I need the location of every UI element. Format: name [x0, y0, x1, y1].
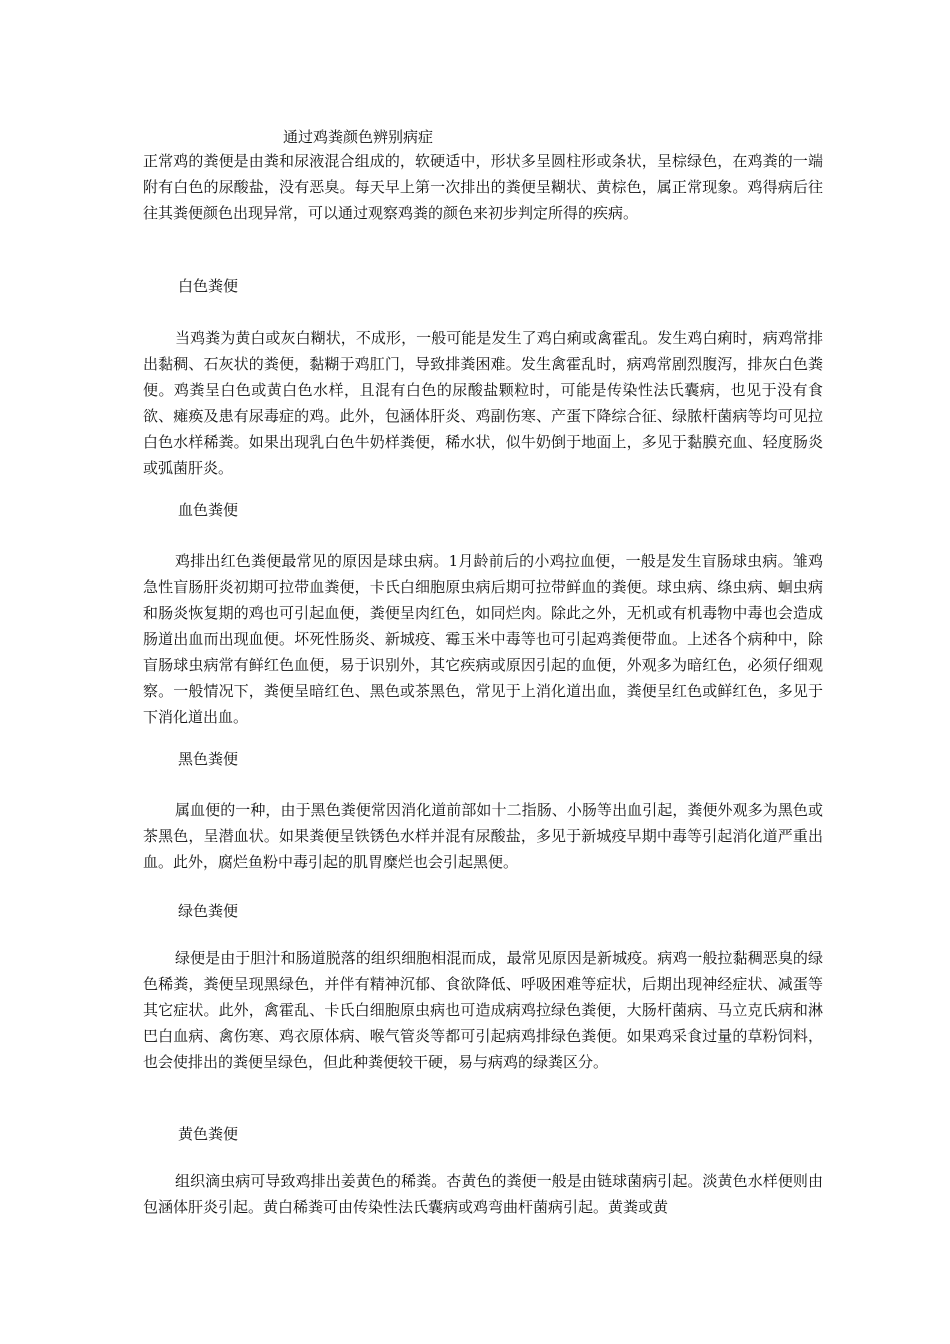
section-text-black: 属血便的一种，由于黑色粪便常因消化道前部如十二指肠、小肠等出血引起，粪便外观多为黑色或茶黑色，呈潜血状。如果粪便呈铁锈色水样并混有尿酸盐，多见于新城疫早期中毒等引起消化道严重出血。此外，腐烂鱼粉中毒引起的肌胃糜烂也会引起黑便。 — [143, 801, 823, 871]
section-heading-blood: 血色粪便 — [178, 501, 239, 519]
page-title: 通过鸡粪颜色辨别病症 — [283, 128, 434, 146]
section-heading-white: 白色粪便 — [178, 277, 239, 295]
section-text-yellow: 组织滴虫病可导致鸡排出姜黄色的稀粪。杏黄色的粪便一般是由链球菌病引起。淡黄色水样便则由包涵体肝炎引起。黄白稀粪可由传染性法氏囊病或鸡弯曲杆菌病引起。黄粪或黄 — [143, 1172, 823, 1216]
section-text-blood: 鸡排出红色粪便最常见的原因是球虫病。1月龄前后的小鸡拉血便，一般是发生盲肠球虫病。雏鸡急性盲肠肝炎初期可拉带血粪便，卡氏白细胞原虫病后期可拉带鲜血的粪便。球虫病、绦虫病、蛔虫病和肠炎恢复期的鸡也可引起血便，粪便呈肉红色，如同烂肉。除此之外，无机或有机毒物中毒也会造成肠道出血而出现血便。坏死性肠炎、新城疫、霉玉米中毒等也可引起鸡粪便带血。上述各个病种中，除盲肠球虫病常有鲜红色血便，易于识别外，其它疾病或原因引起的血便，外观多为暗红色，必须仔细观察。一般情况下，粪便呈暗红色、黑色或茶黑色，常见于上消化道出血，粪便呈红色或鲜红色，多见于下消化道出血。 — [143, 552, 823, 726]
intro-paragraph: 正常鸡的粪便是由粪和尿液混合组成的，软硬适中，形状多呈圆柱形或条状，呈棕绿色，在鸡粪的一端附有白色的尿酸盐，没有恶臭。每天早上第一次排出的粪便呈糊状、黄棕色，属正常现象。鸡得病后往往其粪便颜色出现异常，可以通过观察鸡粪的颜色来初步判定所得的疾病。 — [143, 152, 823, 222]
section-heading-green: 绿色粪便 — [178, 902, 239, 920]
section-heading-black: 黑色粪便 — [178, 750, 239, 768]
section-text-white: 当鸡粪为黄白或灰白糊状，不成形，一般可能是发生了鸡白痢或禽霍乱。发生鸡白痢时，病鸡常排出黏稠、石灰状的粪便，黏糊于鸡肛门，导致排粪困难。发生禽霍乱时，病鸡常剧烈腹泻，排灰白色粪便。鸡粪呈白色或黄白色水样，且混有白色的尿酸盐颗粒时，可能是传染性法氏囊病，也见于没有食欲、瘫痪及患有尿毒症的鸡。此外，包涵体肝炎、鸡副伤寒、产蛋下降综合征、绿脓杆菌病等均可见拉白色水样稀粪。如果出现乳白色牛奶样粪便，稀水状，似牛奶倒于地面上，多见于黏膜充血、轻度肠炎或弧菌肝炎。 — [143, 329, 823, 477]
section-text-green: 绿便是由于胆汁和肠道脱落的组织细胞相混而成，最常见原因是新城疫。病鸡一般拉黏稠恶臭的绿色稀粪，粪便呈现黑绿色，并伴有精神沉郁、食欲降低、呼吸困难等症状，后期出现神经症状、减蛋等其它症状。此外，禽霍乱、卡氏白细胞原虫病也可造成病鸡拉绿色粪便，大肠杆菌病、马立克氏病和淋巴白血病、禽伤寒、鸡衣原体病、喉气管炎等都可引起病鸡排绿色粪便。如果鸡采食过量的草粉饲料，也会使排出的粪便呈绿色，但此种粪便较干硬，易与病鸡的绿粪区分。 — [143, 949, 823, 1071]
section-heading-yellow: 黄色粪便 — [178, 1125, 239, 1143]
